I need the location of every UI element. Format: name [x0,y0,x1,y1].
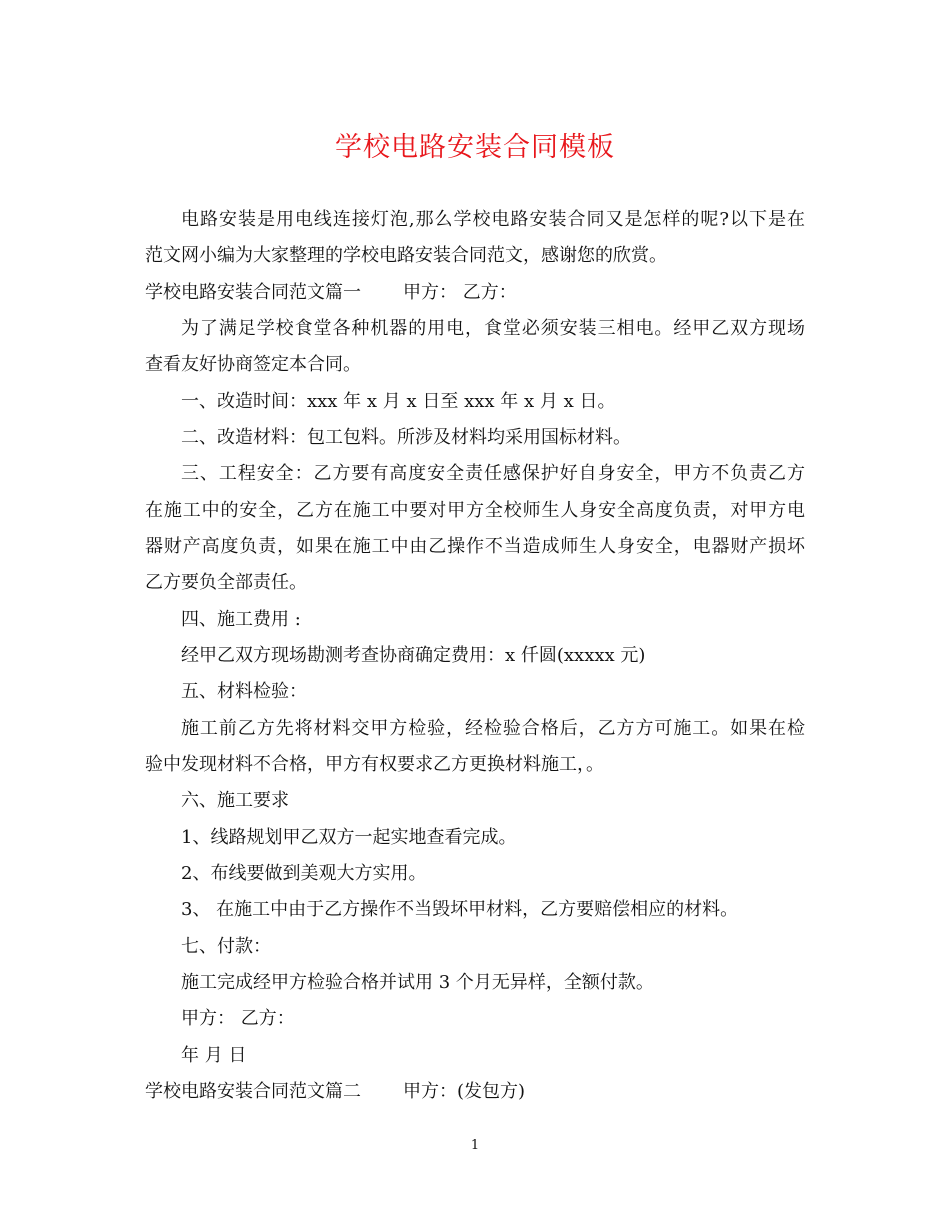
paragraph-line: 施工前乙方先将材料交甲方检验，经检验合格后，乙方方可施工。如果在检 [181,718,805,739]
parties-label: 甲方： 乙方： [403,282,517,303]
clause-line: 二、改造材料：包工包料。所涉及材料均采用国标材料。 [181,427,631,448]
paragraph-line: 查看友好协商签定本合同。 [145,354,361,375]
clause-line: 四、施工费用 : [181,609,301,630]
list-item: 3、 在施工中由于乙方操作不当毁坏甲材料，乙方要赔偿相应的材料。 [181,899,739,920]
date-line: 年 月 日 [181,1045,247,1066]
section-heading-line [145,280,805,306]
paragraph-line: 验中发现材料不合格，甲方有权要求乙方更换材料施工，。 [145,754,604,775]
clause-line: 一、改造时间：xxx 年 x 月 x 日至 xxx 年 x 月 x 日。 [181,391,616,412]
document-title: 学校电路安装合同模板 [335,132,615,163]
party-a-label: 甲方：(发包方) [403,1081,526,1102]
clause-line: 三、工程安全：乙方要有高度安全责任感保护好自身安全，甲方不负责乙方 [181,463,805,484]
paragraph-line: 为了满足学校食堂各种机器的用电，食堂必须安装三相电。经甲乙双方现场 [181,318,805,339]
paragraph-line: 乙方要负全部责任。 [145,572,307,593]
clause-line: 六、施工要求 [181,790,289,811]
page-number: 1 [470,1138,480,1153]
clause-line: 施工完成经甲方检验合格并试用 3 个月无异样，全额付款。 [181,972,654,993]
signature-line: 甲方： 乙方： [181,1008,295,1029]
section-heading-1: 学校电路安装合同范文篇一 [145,282,361,303]
clause-line: 七、付款： [181,936,271,957]
list-item: 2、布线要做到美观大方实用。 [181,863,427,884]
paragraph-line: 范文网小编为大家整理的学校电路安装合同范文，感谢您的欣赏。 [145,245,667,266]
section-heading-line [145,1079,805,1105]
list-item: 1、线路规划甲乙双方一起实地查看完成。 [181,827,517,848]
clause-line: 经甲乙双方现场勘测考查协商确定费用：x 仟圆(xxxxx 元) [181,645,646,666]
paragraph-line: 在施工中的安全，乙方在施工中要对甲方全校师生人身安全高度负责，对甲方电 [145,500,805,521]
clause-line: 五、材料检验： [181,681,307,702]
paragraph-line: 器财产高度负责，如果在施工中由乙操作不当造成师生人身安全，电器财产损坏 [145,536,805,557]
paragraph-line: 电路安装是用电线连接灯泡,那么学校电路安装合同又是怎样的呢?以下是在 [181,209,805,230]
section-heading-2: 学校电路安装合同范文篇二 [145,1081,361,1102]
